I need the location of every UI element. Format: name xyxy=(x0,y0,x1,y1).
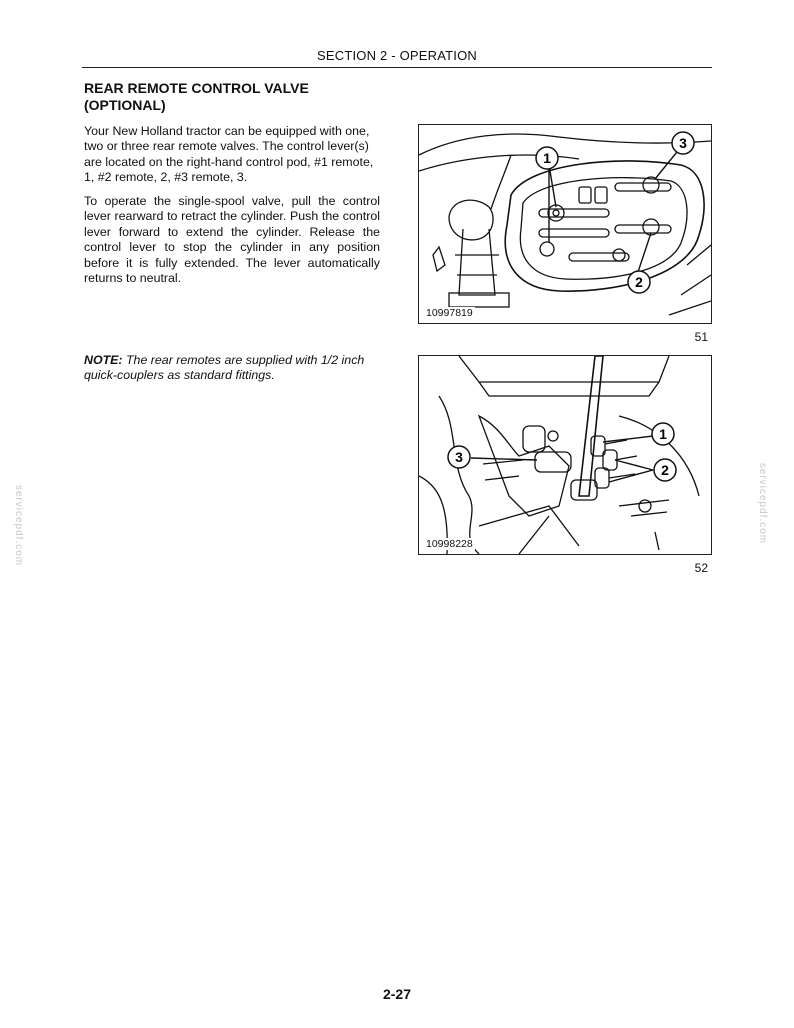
figure-control-pod xyxy=(418,124,712,324)
callout-2-fig51 xyxy=(628,271,650,293)
title-line-1: REAR REMOTE CONTROL VALVE xyxy=(84,80,309,96)
intro-paragraph: Your New Holland tractor can be equipped with one, two or three rear remote valves. The control lever(s) are located on the right-hand control pod, #1 remote, 1, #2 remote, 2, #3 remote, 3. xyxy=(84,124,374,185)
svg-text:3: 3 xyxy=(455,449,463,465)
figure-code-51: 10997819 xyxy=(426,307,473,319)
header-rule xyxy=(82,67,712,68)
figure-number-52: 52 xyxy=(694,561,708,575)
svg-text:2: 2 xyxy=(635,274,643,290)
section-title xyxy=(84,80,384,114)
note-text: The rear remotes are supplied with 1/2 inch quick-couplers as standard fittings. xyxy=(84,353,365,383)
svg-text:1: 1 xyxy=(543,150,551,166)
callout-1-fig52 xyxy=(652,423,674,445)
control-pod-illustration xyxy=(419,125,711,323)
watermark-left: servicepdf.com xyxy=(13,484,25,567)
operation-paragraph: To operate the single-spool valve, pull the control lever rearward to retract the cylinder. Push the control lever forward to extend the cylinder. Release the control lever to stop the cylinder in any position before it is fully extended. The lever automatically returns to neutral. xyxy=(84,194,380,286)
figure-code-52: 10998228 xyxy=(426,538,473,550)
figure-number-51: 51 xyxy=(694,330,708,344)
page-number: 2-27 xyxy=(382,986,412,1002)
watermark-right: servicepdf.com xyxy=(757,462,769,545)
rear-remotes-illustration xyxy=(419,356,711,554)
title-line-2: (OPTIONAL) xyxy=(84,97,166,113)
callout-2-fig52 xyxy=(654,459,676,481)
callout-1-fig51 xyxy=(536,147,558,169)
svg-text:1: 1 xyxy=(659,426,667,442)
callout-3-fig52 xyxy=(448,446,470,468)
svg-text:3: 3 xyxy=(679,135,687,151)
svg-text:2: 2 xyxy=(661,462,669,478)
callout-3-fig51 xyxy=(672,132,694,154)
note-paragraph xyxy=(84,353,380,384)
figure-rear-remotes xyxy=(418,355,712,555)
note-label: NOTE: xyxy=(84,353,123,367)
section-header: SECTION 2 - OPERATION xyxy=(317,48,477,63)
